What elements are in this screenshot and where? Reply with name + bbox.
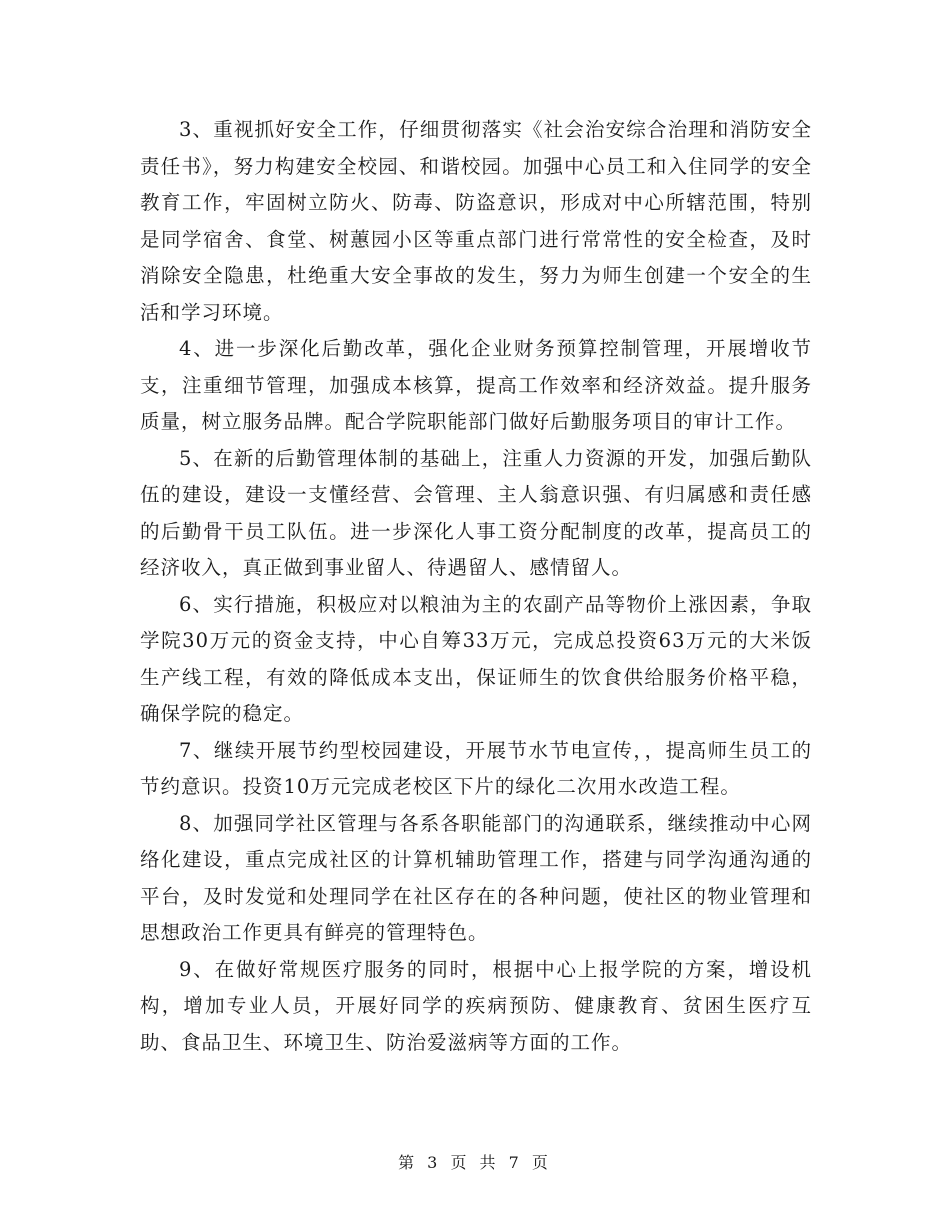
document-body <box>140 112 812 1061</box>
paragraph-item-6: 6、实行措施，积极应对以粮油为主的农副产品等物价上涨因素，争取学院30万元的资金支持，中心自筹33万元，完成总投资63万元的大米饭生产线工程，有效的降低成本支出，保证师生的饮食供给服务价格平稳，确保学院的稳定。 <box>140 592 812 725</box>
paragraph-item-3: 3、重视抓好安全工作，仔细贯彻落实《社会治安综合治理和消防安全责任书》，努力构建安全校园、和谐校园。加强中心员工和入住同学的安全教育工作，牢固树立防火、防毒、防盗意识，形成对中心所辖范围，特别是同学宿舍、食堂、树蕙园小区等重点部门进行常常性的安全检查，及时消除安全隐患，杜绝重大安全事故的发生，努力为师生创建一个安全的生活和学习环境。 <box>140 118 812 324</box>
paragraph-item-7: 7、继续开展节约型校园建设，开展节水节电宣传，，提高师生员工的节约意识。投资10万元完成老校区下片的绿化二次用水改造工程。 <box>140 738 812 798</box>
paragraph-item-5: 5、在新的后勤管理体制的基础上，注重人力资源的开发，加强后勤队伍的建设，建设一支懂经营、会管理、主人翁意识强、有归属感和责任感的后勤骨干员工队伍。进一步深化人事工资分配制度的改革，提高员工的经济收入，真正做到事业留人、待遇留人、感情留人。 <box>140 446 812 579</box>
page-footer: 第 3 页 共 7 页 <box>398 1153 552 1172</box>
paragraph-item-4: 4、进一步深化后勤改革，强化企业财务预算控制管理，开展增收节支，注重细节管理，加强成本核算，提高工作效率和经济效益。提升服务质量，树立服务品牌。配合学院职能部门做好后勤服务项目的审计工作。 <box>140 337 812 433</box>
paragraph-item-9: 9、在做好常规医疗服务的同时，根据中心上报学院的方案，增设机构，增加专业人员，开展好同学的疾病预防、健康教育、贫困生医疗互助、食品卫生、环境卫生、防治爱滋病等方面的工作。 <box>140 957 812 1054</box>
paragraph-item-8: 8、加强同学社区管理与各系各职能部门的沟通联系，继续推动中心网络化建设，重点完成社区的计算机辅助管理工作，搭建与同学沟通沟通的平台，及时发觉和处理同学在社区存在的各种问题，使社区的物业管理和思想政治工作更具有鲜亮的管理特色。 <box>140 811 812 944</box>
